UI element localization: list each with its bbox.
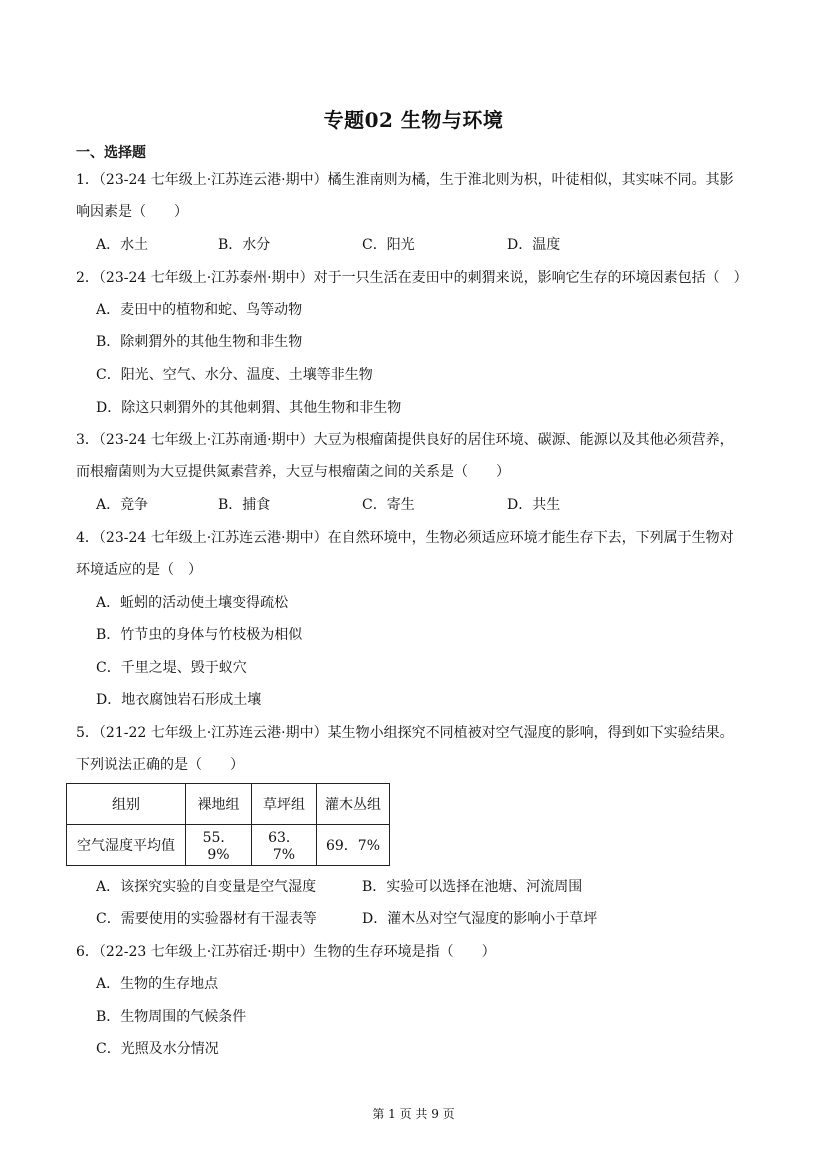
table-header-row bbox=[67, 784, 390, 825]
question-3-stem: 3．（23-24 七年级上·江苏南通·期中）大豆为根瘤菌提供良好的居住环境、碳源、能源以及其他必须营养， bbox=[76, 432, 734, 448]
question-6-stem: 6．（22-23 七年级上·江苏宿迁·期中）生物的生存环境是指（ ） bbox=[76, 944, 496, 960]
question-4-stem: 4．（23-24 七年级上·江苏连云港·期中）在自然环境中，生物必须适应环境才能生存下去，下列属于生物对 bbox=[76, 530, 734, 546]
question-2-option-c: C．阳光、空气、水分、温度、土壤等非生物 bbox=[96, 367, 373, 383]
question-6-option-c: C．光照及水分情况 bbox=[96, 1041, 219, 1057]
question-2-option-b: B．除刺猬外的其他生物和非生物 bbox=[96, 334, 303, 350]
question-2-stem: 2．（23-24 七年级上·江苏泰州·期中）对于一只生活在麦田中的刺猬来说，影响它生存的环境因素包括（ ） bbox=[76, 270, 748, 286]
question-1-stem-cont: 响因素是（ ） bbox=[76, 204, 188, 220]
question-3-stem-cont: 而根瘤菌则为大豆提供氮素营养，大豆与根瘤菌之间的关系是（ ） bbox=[76, 464, 510, 480]
experiment-table bbox=[66, 783, 390, 866]
table-cell: 55．9% bbox=[186, 825, 252, 866]
question-5-option-c: C．需要使用的实验器材有干湿表等 bbox=[96, 911, 317, 927]
question-6-option-b: B．生物周围的气候条件 bbox=[96, 1009, 247, 1025]
question-1-option-c: C．阳光 bbox=[362, 237, 415, 253]
table-cell: 69．7% bbox=[317, 825, 390, 866]
question-4-option-d: D．地衣腐蚀岩石形成土壤 bbox=[96, 692, 262, 708]
table-header-cell: 草坪组 bbox=[252, 784, 317, 825]
question-4-option-b: B．竹节虫的身体与竹枝极为相似 bbox=[96, 627, 303, 643]
page-footer: 第 1 页 共 9 页 bbox=[372, 1107, 455, 1121]
question-1-stem: 1．（23-24 七年级上·江苏连云港·期中）橘生淮南则为橘，生于淮北则为枳，叶徒相似，其实味不同。其影 bbox=[76, 172, 734, 188]
question-5-option-a: A．该探究实验的自变量是空气湿度 bbox=[96, 879, 317, 895]
question-4-option-a: A．蚯蚓的活动使土壤变得疏松 bbox=[96, 595, 289, 611]
question-5-option-b: B．实验可以选择在池塘、河流周围 bbox=[362, 879, 583, 895]
question-4-stem-cont: 环境适应的是（ ） bbox=[76, 562, 202, 578]
table-header-cell: 组别 bbox=[67, 784, 186, 825]
section-heading: 一、选择题 bbox=[76, 145, 146, 161]
table-header-cell: 灌木丛组 bbox=[317, 784, 390, 825]
question-1-option-d: D．温度 bbox=[507, 237, 561, 253]
question-5-stem: 5．（21-22 七年级上·江苏连云港·期中）某生物小组探究不同植被对空气湿度的影响，得到如下实验结果。 bbox=[76, 725, 734, 741]
page-title: 专题02 生物与环境 bbox=[323, 108, 504, 132]
question-1-option-a: A．水土 bbox=[96, 237, 149, 253]
question-5-option-d: D．灌木丛对空气湿度的影响小于草坪 bbox=[362, 911, 598, 927]
table-cell: 63．7% bbox=[252, 825, 317, 866]
question-6-option-a: A．生物的生存地点 bbox=[96, 976, 219, 992]
question-5-stem-cont: 下列说法正确的是（ ） bbox=[76, 757, 244, 773]
table-header-cell: 裸地组 bbox=[186, 784, 252, 825]
question-3-option-c: C．寄生 bbox=[362, 497, 415, 513]
table-cell: 空气湿度平均值 bbox=[67, 825, 186, 866]
question-1-option-b: B．水分 bbox=[218, 237, 271, 253]
question-3-option-a: A．竞争 bbox=[96, 497, 149, 513]
question-3-option-d: D．共生 bbox=[507, 497, 561, 513]
question-2-option-a: A．麦田中的植物和蛇、鸟等动物 bbox=[96, 302, 303, 318]
question-3-option-b: B．捕食 bbox=[218, 497, 271, 513]
question-4-option-c: C．千里之堤、毁于蚁穴 bbox=[96, 660, 247, 676]
question-2-option-d: D．除这只刺猬外的其他刺猬、其他生物和非生物 bbox=[96, 400, 402, 416]
table-row bbox=[67, 825, 390, 866]
